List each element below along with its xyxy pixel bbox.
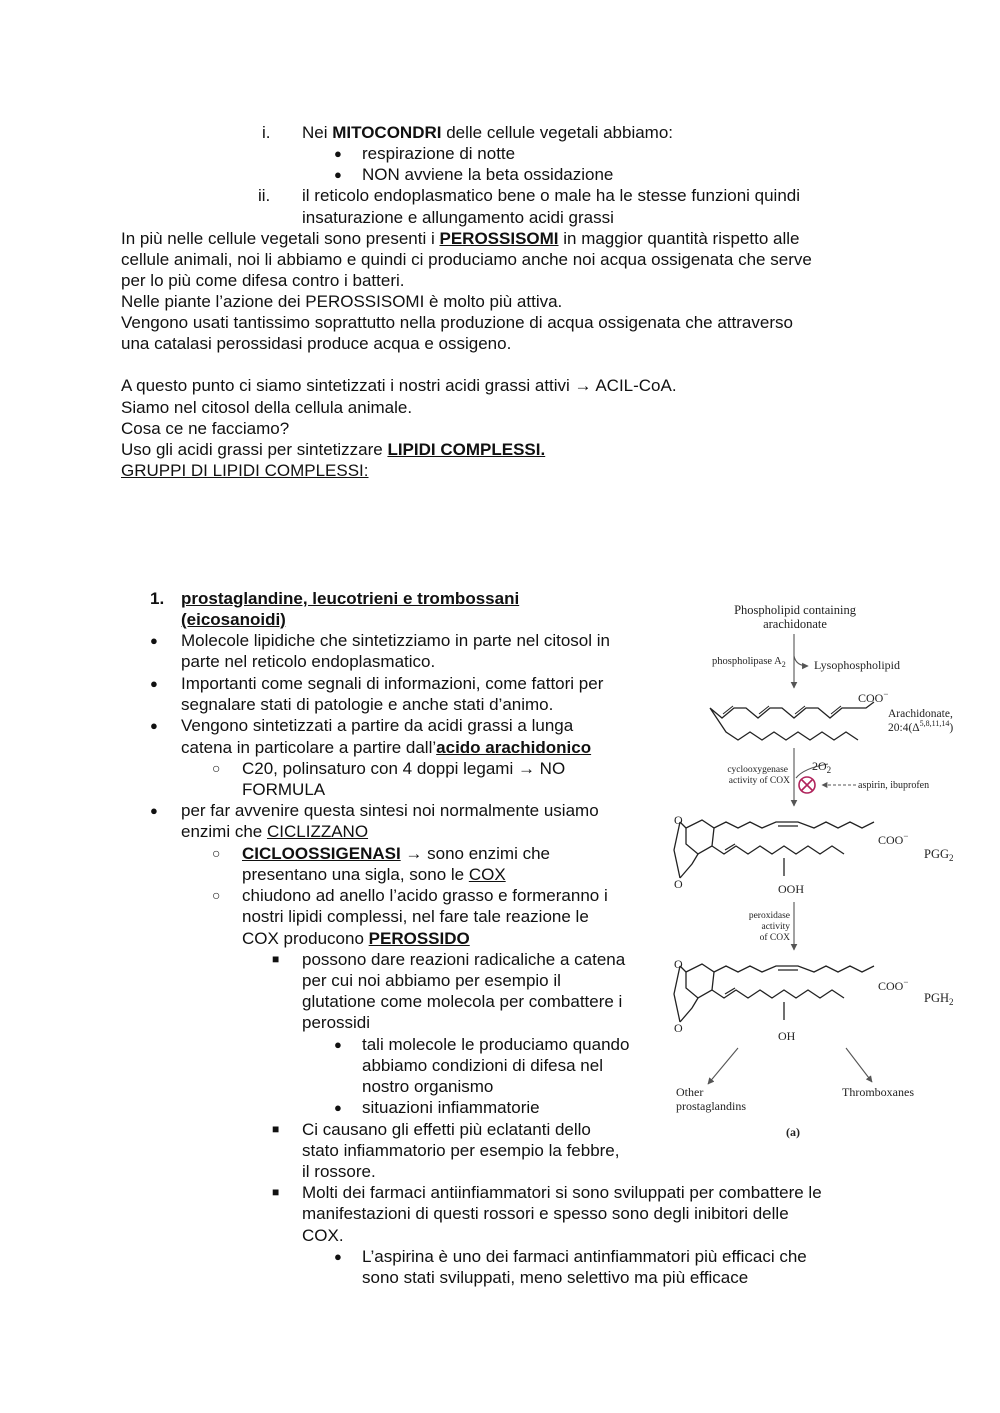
- text-line-l37: [302, 1012, 370, 1033]
- list-marker: ○: [212, 760, 221, 776]
- text-run: Nelle piante l’azione dei PEROSSISOMI è molto più attiva.: [121, 292, 563, 311]
- hydroxy-label: OH: [778, 1029, 796, 1043]
- text-run: perossidi: [302, 1013, 371, 1032]
- text-line-l10: [121, 312, 793, 333]
- text-line-l08: [121, 270, 404, 291]
- list-marker: ●: [334, 146, 342, 161]
- pgg2-structure: [674, 820, 874, 878]
- text-line-l47: [302, 1225, 344, 1246]
- text-run: presentano una sigla, sono le: [242, 865, 469, 884]
- thromboxanes-label: Thromboxanes: [842, 1085, 914, 1099]
- arrow-other-prostaglandins: [708, 1048, 738, 1084]
- arachidonate-structure: [710, 702, 874, 740]
- list-marker: ●: [150, 676, 158, 691]
- text-line-l31: [242, 885, 608, 906]
- text-line-l01: [302, 122, 673, 143]
- text-run: Vengono sintetizzati a partire da acidi grassi a lunga: [181, 716, 574, 735]
- text-run: situazioni infiammatorie: [362, 1098, 540, 1117]
- text-run: A questo punto ci siamo sintetizzati i nostri acidi grassi attivi → ACIL-CoA.: [121, 376, 677, 395]
- text-run: il rossore.: [302, 1162, 376, 1181]
- enzyme-peroxidase-1: peroxidase: [748, 911, 790, 921]
- text-run: Vengono usati tantissimo soprattutto nella produzione di acqua ossigenata che attraverso: [121, 313, 793, 332]
- text-run: Cosa ce ne facciamo?: [121, 419, 290, 438]
- list-marker: 1.: [150, 589, 165, 608]
- arrow-thromboxanes: [846, 1048, 872, 1082]
- text-run: respirazione di notte: [362, 144, 516, 163]
- text-line-l32: [242, 906, 589, 927]
- enzyme-cyclooxygenase-2: activity of COX: [728, 776, 790, 786]
- text-run: In più nelle cellule vegetali sono presenti i: [121, 229, 440, 248]
- list-marker: ■: [272, 1185, 280, 1199]
- text-line-l25: [242, 758, 565, 779]
- text-line-l39: [362, 1055, 603, 1076]
- list-marker: i.: [262, 123, 271, 142]
- oxygen-label: $2O_2$: [812, 759, 832, 775]
- text-run: delle cellule vegetali abbiamo:: [441, 123, 674, 142]
- text-run: cellule animali, noi li abbiamo e quindi ci produciamo anche noi acqua ossigenata che serve: [121, 250, 812, 269]
- text-line-l13: [121, 397, 412, 418]
- text-run: catena in particolare a partire dall’: [181, 738, 437, 757]
- list-marker: ●: [150, 803, 158, 818]
- enzyme-cyclooxygenase-1: cyclooxygenase: [727, 765, 788, 775]
- text-line-l21: [181, 673, 603, 694]
- text-run: GRUPPI DI LIPIDI COMPLESSI:: [121, 461, 369, 480]
- text-run: C20, polinsaturo con 4 doppi legami → NO: [242, 759, 566, 778]
- text-run: il reticolo endoplasmatico bene o male ha le stesse funzioni quindi: [302, 186, 801, 205]
- panel-label: (a): [786, 1125, 800, 1139]
- pgh2-oxygen-top: O: [674, 957, 683, 971]
- inhibition-icon: [799, 777, 815, 793]
- pgg2-label: $PGG_2$: [924, 847, 954, 863]
- pgg2-oxygen-bottom: O: [674, 877, 683, 891]
- text-line-l24: [181, 737, 591, 758]
- text-run: enzimi che: [181, 822, 267, 841]
- text-run: LIPIDI COMPLESSI.: [387, 440, 546, 459]
- text-run: segnalare stati di patologie e anche stati d’animo.: [181, 695, 554, 714]
- list-marker: ●: [150, 633, 158, 648]
- text-run: Molecole lipidiche che sintetizziamo in parte nel citosol in: [181, 631, 610, 650]
- text-run: Uso gli acidi grassi per sintetizzare: [121, 440, 388, 459]
- start-label-1: Phospholipid containing: [734, 603, 856, 617]
- text-line-l05: [302, 207, 614, 228]
- text-line-l15: [121, 439, 545, 460]
- list-marker: ●: [150, 718, 158, 733]
- text-run: Ci causano gli effetti più eclatanti dello: [302, 1120, 591, 1139]
- list-marker: ●: [334, 1100, 342, 1115]
- text-run: manifestazioni di questi rossori e spesso sono degli inibitori delle: [302, 1204, 789, 1223]
- text-line-l35: [302, 970, 561, 991]
- list-marker: ●: [334, 1249, 342, 1264]
- text-run: prostaglandine, leucotrieni e trombossani: [181, 589, 520, 608]
- text-run: abbiamo condizioni di difesa nel: [362, 1056, 603, 1075]
- text-line-l48: [362, 1246, 807, 1267]
- text-run: PEROSSISOMI: [439, 229, 559, 248]
- text-line-l11: [121, 333, 511, 354]
- arachidonate-label: Arachidonate,: [888, 708, 953, 720]
- text-run: parte nel reticolo endoplasmatico.: [181, 652, 436, 671]
- text-line-l27: [181, 800, 599, 821]
- text-line-l34: [302, 949, 625, 970]
- text-run: tali molecole le produciamo quando: [362, 1035, 630, 1054]
- list-marker: ○: [212, 845, 221, 861]
- text-line-l14: [121, 418, 289, 439]
- text-line-l06: [121, 228, 800, 249]
- text-run: Molti dei farmaci antiinfiammatori si sono sviluppati per combattere le: [302, 1183, 822, 1202]
- text-run: chiudono ad anello l’acido grasso e formeranno i: [242, 886, 608, 905]
- text-run: FORMULA: [242, 780, 326, 799]
- text-run: NON avviene la beta ossidazione: [362, 165, 614, 184]
- enzyme-peroxidase-2: activity: [761, 922, 790, 932]
- text-run: COX: [468, 865, 506, 884]
- text-run: in maggior quantità rispetto alle: [558, 229, 800, 248]
- text-line-l26: [242, 779, 325, 800]
- pgh2-structure: [674, 964, 874, 1022]
- text-line-l16: [121, 460, 369, 481]
- text-run: possono dare reazioni radicaliche a catena: [302, 950, 626, 969]
- text-line-l04: [302, 185, 800, 206]
- other-prostaglandins-1: Other: [676, 1085, 704, 1099]
- start-label-2: arachidonate: [763, 617, 827, 631]
- text-run: insaturazione e allungamento acidi grassi: [302, 208, 614, 227]
- text-line-l29: [242, 843, 550, 864]
- text-run: → sono enzimi che: [400, 844, 550, 863]
- list-marker: ii.: [258, 186, 271, 205]
- text-run: sono stati sviluppati, meno selettivo ma più efficace: [362, 1268, 749, 1287]
- text-run: Siamo nel citosol della cellula animale.: [121, 398, 413, 417]
- arachidonate-formula: $20:4(\Delta^{5,8,11,14})$: [888, 719, 954, 734]
- text-line-l44: [302, 1161, 376, 1182]
- list-marker: ■: [272, 952, 280, 966]
- other-prostaglandins-2: prostaglandins: [676, 1099, 746, 1113]
- pgg2-oxygen-top: O: [674, 813, 683, 827]
- product-lysophospholipid: Lysophospholipid: [814, 658, 901, 672]
- list-marker: ○: [212, 887, 221, 903]
- text-run: per far avvenire questa sintesi noi normalmente usiamo: [181, 801, 599, 820]
- text-line-l49: [362, 1267, 748, 1288]
- inhibitors-label: aspirin, ibuprofen: [858, 780, 930, 791]
- text-line-l12: [121, 375, 677, 396]
- text-line-l41: [362, 1097, 540, 1118]
- text-line-l03: [362, 164, 613, 185]
- text-run: acido arachidonico: [436, 738, 592, 757]
- text-run: Importanti come segnali di informazioni, come fattori per: [181, 674, 604, 693]
- text-line-l43: [302, 1140, 620, 1161]
- text-line-l23: [181, 715, 573, 736]
- hydroperoxy-label: OOH: [778, 882, 804, 896]
- text-line-l18: [181, 609, 286, 630]
- text-run: glutatione come molecola per combattere i: [302, 992, 623, 1011]
- text-run: stato infiammatorio per esempio la febbre,: [302, 1141, 620, 1160]
- text-line-l42: [302, 1119, 591, 1140]
- text-run: nostri lipidi complessi, nel fare tale reazione le: [242, 907, 589, 926]
- arrow-1-branch: [794, 656, 808, 666]
- text-run: Nei: [302, 123, 333, 142]
- text-line-l30: [242, 864, 506, 885]
- list-marker: ■: [272, 1122, 280, 1136]
- text-run: COX producono: [242, 929, 369, 948]
- text-run: CICLOOSSIGENASI: [242, 844, 401, 863]
- text-line-l28: [181, 821, 368, 842]
- text-line-l36: [302, 991, 622, 1012]
- text-line-l38: [362, 1034, 629, 1055]
- text-run: CICLIZZANO: [266, 822, 369, 841]
- text-run: una catalasi perossidasi produce acqua e ossigeno.: [121, 334, 512, 353]
- text-run: nostro organismo: [362, 1077, 494, 1096]
- text-line-l17: [181, 588, 519, 609]
- text-run: COX.: [302, 1226, 344, 1245]
- coo-1: COO−: [858, 689, 889, 705]
- text-line-l02: [362, 143, 515, 164]
- text-run: L’aspirina è uno dei farmaci antinfiammatori più efficaci che: [362, 1247, 807, 1266]
- pgh2-label: $PGH_2$: [924, 991, 954, 1007]
- list-marker: ●: [334, 167, 342, 182]
- text-line-l07: [121, 249, 812, 270]
- coo-2: COO−: [878, 831, 909, 847]
- text-line-l19: [181, 630, 610, 651]
- text-run: per lo più come difesa contro i batteri.: [121, 271, 405, 290]
- text-line-l20: [181, 651, 435, 672]
- text-run: per cui noi abbiamo per esempio il: [302, 971, 561, 990]
- enzyme-phospholipase: phospholipase $A_2$: [712, 656, 786, 669]
- enzyme-peroxidase-3: of COX: [759, 933, 790, 943]
- text-run: MITOCONDRI: [332, 123, 442, 142]
- text-line-l09: [121, 291, 562, 312]
- list-marker: ●: [334, 1037, 342, 1052]
- text-line-l22: [181, 694, 553, 715]
- text-run: PEROSSIDO: [368, 929, 470, 948]
- text-line-l40: [362, 1076, 493, 1097]
- coo-3: COO−: [878, 977, 909, 993]
- text-line-l46: [302, 1203, 789, 1224]
- text-line-l33: [242, 928, 470, 949]
- text-run: (eicosanoidi): [181, 610, 286, 629]
- pgh2-oxygen-bottom: O: [674, 1021, 683, 1035]
- text-line-l45: [302, 1182, 822, 1203]
- eicosanoid-synthesis-diagram: [668, 596, 978, 1152]
